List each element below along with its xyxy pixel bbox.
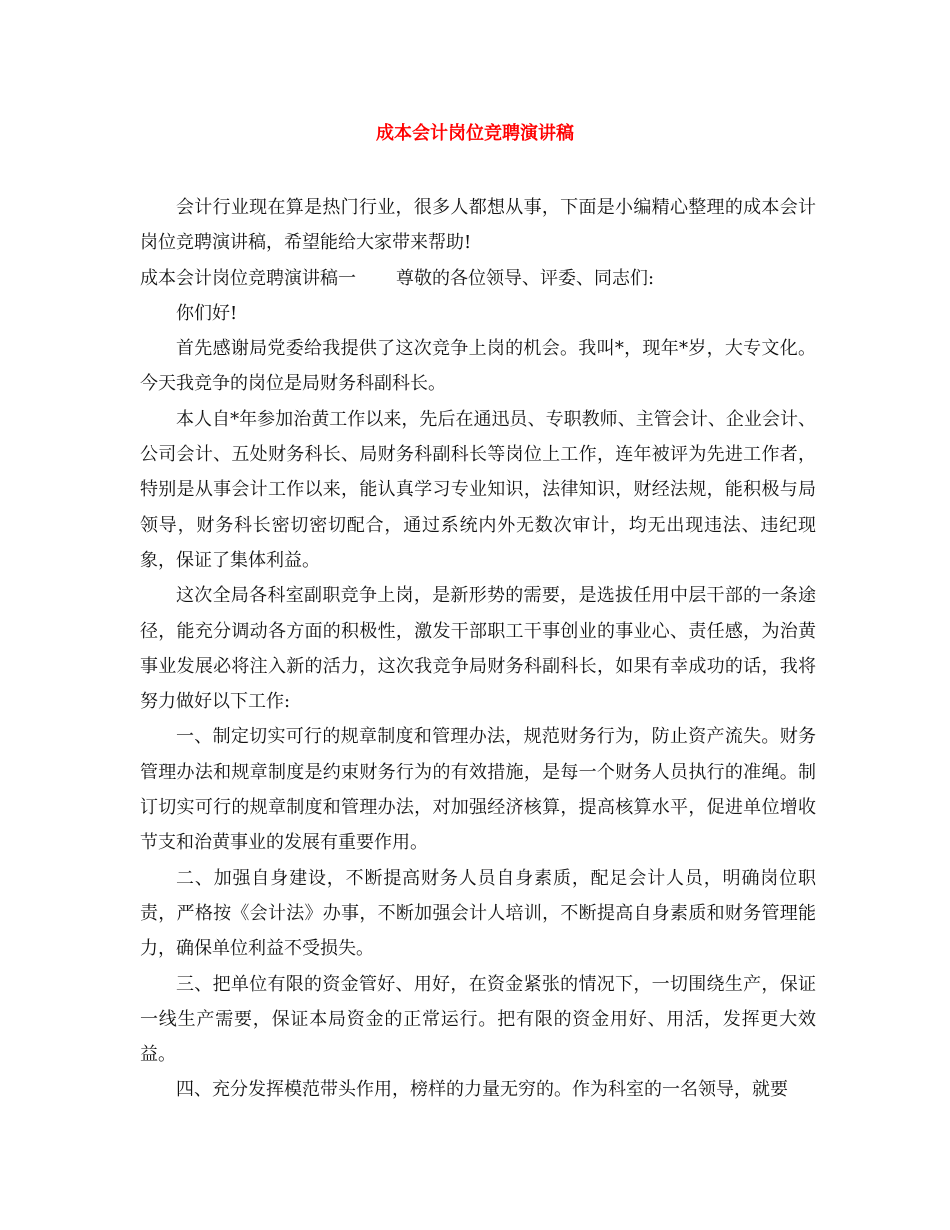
paragraph-greeting: 你们好! bbox=[176, 302, 238, 324]
paragraph-item-four: 四、充分发挥模范带头作用，榜样的力量无穷的。作为科室的一名领导，就要 bbox=[176, 1079, 788, 1101]
paragraph-thanks: 首先感谢局党委给我提供了这次竞争上岗的机会。我叫*，现年*岁，大专文化。今天我竞争的岗位是局财务科副科长。 bbox=[140, 338, 816, 395]
intro-paragraph: 会计行业现在算是热门行业，很多人都想从事，下面是小编精心整理的成本会计岗位竞聘演讲稿，希望能给大家带来帮助! bbox=[140, 197, 816, 254]
paragraph-motivation: 这次全局各科室副职竞争上岗，是新形势的需要，是选拔任用中层干部的一条途径，能充分调动各方面的积极性，激发干部职工干事创业的事业心、责任感，为治黄事业发展必将注入新的活力，这次我竞争局财务科副科长，如果有幸成功的话，我将努力做好以下工作: bbox=[140, 585, 816, 713]
paragraph-item-three: 三、把单位有限的资金管好、用好，在资金紧张的情况下，一切围绕生产，保证一线生产需要，保证本局资金的正常运行。把有限的资金用好、用活，发挥更大效益。 bbox=[140, 973, 816, 1066]
paragraph-background: 本人自*年参加治黄工作以来，先后在通迅员、专职教师、主管会计、企业会计、公司会计、五处财务科长、局财务科副科长等岗位上工作，连年被评为先进工作者，特别是从事会计工作以来，能认真学习专业知识，法律知识，财经法规，能积极与局领导，财务科长密切密切配合，通过系统内外无数次审计，均无出现违法、违纪现象，保证了集体利益。 bbox=[140, 408, 816, 571]
paragraph-item-one: 一、制定切实可行的规章制度和管理办法，规范财务行为，防止资产流失。财务管理办法和规章制度是约束财务行为的有效措施，是每一个财务人员执行的准绳。制订切实可行的规章制度和管理办法，对加强经济核算，提高核算水平，促进单位增收节支和治黄事业的发展有重要作用。 bbox=[140, 726, 816, 854]
document-title: 成本会计岗位竞聘演讲稿 bbox=[376, 123, 574, 144]
speech-subtitle: 成本会计岗位竞聘演讲稿一 bbox=[140, 267, 356, 289]
document-body bbox=[140, 190, 816, 1108]
subtitle-line bbox=[140, 261, 816, 296]
salutation: 尊敬的各位领导、评委、同志们: bbox=[396, 267, 655, 289]
paragraph-item-two: 二、加强自身建设，不断提高财务人员自身素质，配足会计人员，明确岗位职责，严格按《会计法》办事，不断加强会计人培训，不断提高自身素质和财务管理能力，确保单位利益不受损失。 bbox=[140, 867, 816, 960]
